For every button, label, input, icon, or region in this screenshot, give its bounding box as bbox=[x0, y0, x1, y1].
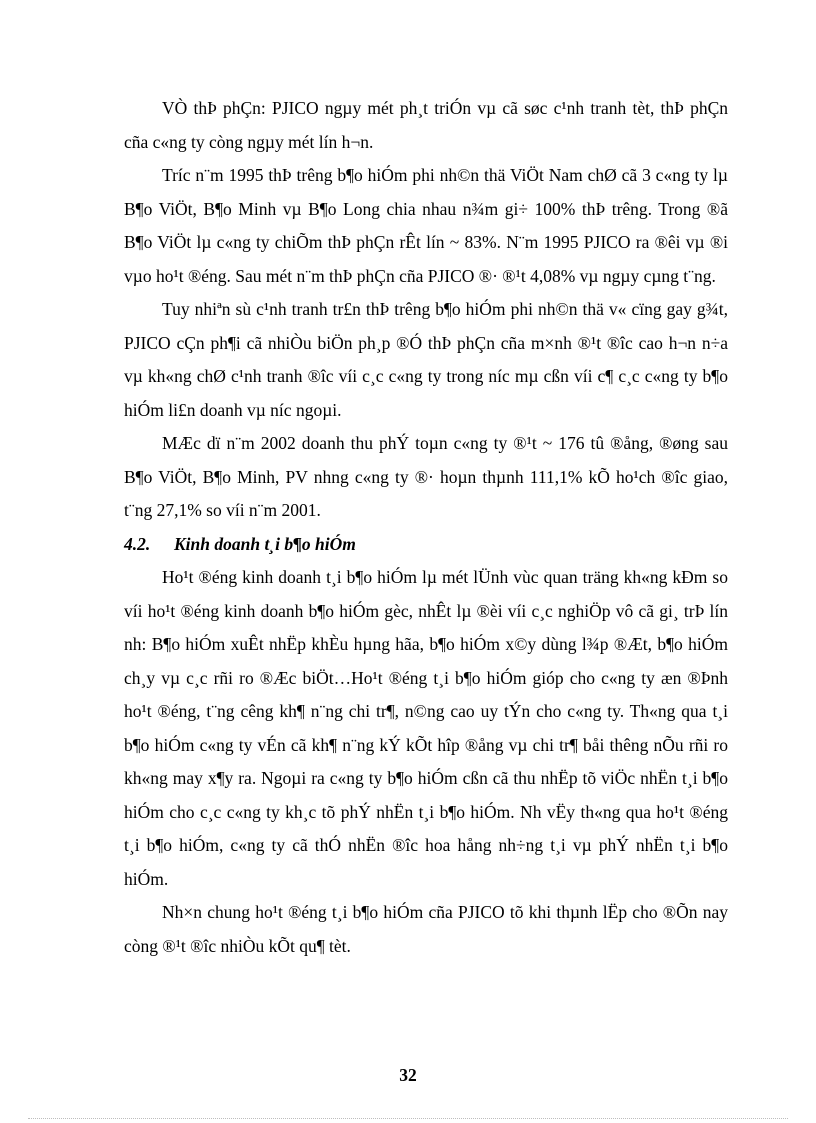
paragraph-before-1995: Tríc n¨m 1995 thÞ trêng b¶o hiÓm phi nh©n thä ViÖt Nam chØ cã 3 c«ng ty lµ B¶o ViÖt, B¶o Minh vµ B¶o Long chia nhau n¾m gi÷ 100% thÞ trêng. Trong ®ã B¶o ViÖt lµ c«ng ty chiÕm thÞ phÇn rÊt lín ~ 83%. N¨m 1995 PJICO ra ®êi vµ ®i vµo ho¹t ®éng. Sau mét n¨m thÞ phÇn cña PJICO ®· ®¹t 4,08% vµ ngµy cµng t¨ng. bbox=[124, 165, 728, 286]
page-bottom-divider bbox=[28, 1118, 788, 1119]
paragraph-market-share: VÒ thÞ phÇn: PJICO ngµy mét ph¸t triÓn vµ cã søc c¹nh tranh tèt, thÞ phÇn cña c«ng ty còng ngµy mét lín h¬n. bbox=[124, 98, 728, 152]
paragraph-competition: Tuy nhiªn sù c¹nh tranh tr£n thÞ trêng b¶o hiÓm phi nh©n thä v« cïng gay g¾t, PJICO cÇn ph¶i cã nhiÒu biÖn ph¸p ®Ó thÞ phÇn cña m×nh ®¹t ®îc cao h¬n n÷a vµ kh«ng chØ c¹nh tranh ®îc víi c¸c c«ng ty trong níc mµ cßn víi c¶ c¸c c«ng ty b¶o hiÓm li£n doanh vµ níc ngoµi. bbox=[124, 299, 728, 420]
paragraph-summary: Nh×n chung ho¹t ®éng t¸i b¶o hiÓm cña PJICO tõ khi thµnh lËp cho ®Õn nay còng ®¹t ®îc nhiÒu kÕt qu¶ tèt. bbox=[124, 902, 728, 956]
section-title: Kinh doanh t¸i b¶o hiÓm bbox=[174, 533, 356, 554]
body-text bbox=[124, 92, 728, 963]
page-number: 32 bbox=[399, 1065, 417, 1085]
section-number: 4.2. bbox=[124, 533, 151, 554]
section-heading bbox=[124, 528, 728, 562]
paragraph-reinsurance: Ho¹t ®éng kinh doanh t¸i b¶o hiÓm lµ mét lÜnh vùc quan träng kh«ng kÐm so víi ho¹t ®éng kinh doanh b¶o hiÓm gèc, nhÊt lµ ®èi víi c¸c nghiÖp vô cã gi¸ trÞ lín nh: B¶o hiÓm xuÊt nhËp khÈu hµng hãa, b¶o hiÓm x©y dùng l¾p ®Æt, b¶o hiÓm ch¸y vµ c¸c rñi ro ®Æc biÖt…Ho¹t ®éng t¸i b¶o hiÓm gióp cho c«ng ty æn ®Þnh ho¹t ®éng, t¨ng cêng kh¶ n¨ng chi tr¶, n©ng cao uy tÝn cho c«ng ty. Th«ng qua t¸i b¶o hiÓm c«ng ty vÉn cã kh¶ n¨ng kÝ kÕt hîp ®ång vµ chi tr¶ båi thêng nÕu rñi ro kh«ng may x¶y ra. Ngoµi ra c«ng ty b¶o hiÓm cßn cã thu nhËp tõ viÖc nhËn t¸i b¶o hiÓm cho c¸c c«ng ty kh¸c tõ phÝ nhËn t¸i b¶o hiÓm. Nh vËy th«ng qua ho¹t ®éng t¸i b¶o hiÓm, c«ng ty cã thÓ nhËn ®îc hoa hång nh÷ng t¸i vµ phÝ nhËn t¸i b¶o hiÓm. bbox=[124, 567, 728, 889]
paragraph-revenue-2002: MÆc dï n¨m 2002 doanh thu phÝ toµn c«ng ty ®¹t ~ 176 tû ®ång, ®øng sau B¶o ViÖt, B¶o Minh, PV nhng c«ng ty ®· hoµn thµnh 111,1% kÕ ho¹ch ®îc giao, t¨ng 27,1% so víi n¨m 2001. bbox=[124, 433, 728, 520]
